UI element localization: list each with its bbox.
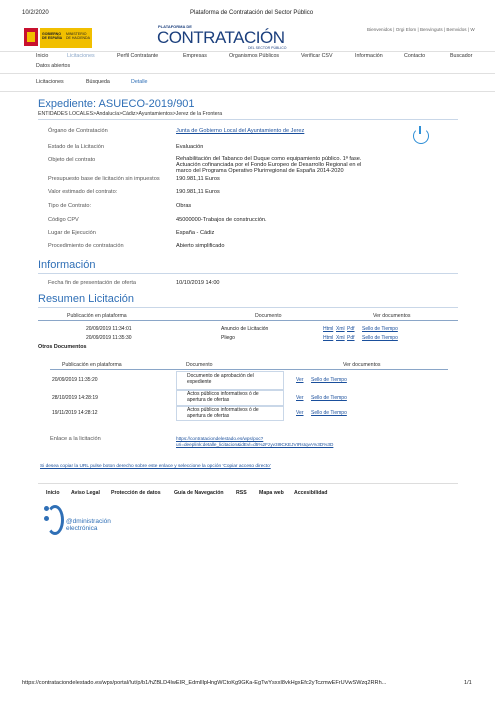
- nav-verificar-csv[interactable]: Verificar CSV: [301, 53, 333, 59]
- sello-tiempo-link[interactable]: Sello de Tiempo: [311, 377, 347, 383]
- footer-guia-navegacion[interactable]: Guía de Navegación: [174, 490, 224, 496]
- logo-sub: DEL SECTOR PÚBLICO: [248, 46, 287, 50]
- admin-electronica-logo-icon: [40, 503, 66, 537]
- nav-licitaciones[interactable]: Licitaciones: [67, 53, 95, 59]
- expediente-breadcrumb: ENTIDADES LOCALES>Andalucía>Cádiz>Ayuntamientos>Jerez de la Frontera: [38, 111, 223, 117]
- nav-informacion[interactable]: Información: [355, 53, 383, 59]
- xml-link[interactable]: Xml: [336, 326, 345, 332]
- language-links[interactable]: Bienvenidos | Orgi Elom | Benvinguts | Bemvidos | W: [367, 27, 475, 32]
- field-label-tipo: Tipo de Contrato:: [48, 203, 92, 209]
- otros-header-ver: Ver documentos: [343, 362, 381, 368]
- print-page-number: 1/1: [464, 680, 472, 686]
- nav-contacto[interactable]: Contacto: [404, 53, 426, 59]
- field-label-organo: Órgano de Contratación: [48, 128, 108, 134]
- copy-url-note[interactable]: Si desea copiar la URL pulse boton derecho sobre este enlace y seleccione la opción 'Copiar acceso directo': [40, 464, 271, 469]
- expediente-title: Expediente: ASUECO-2019/901: [38, 98, 195, 110]
- resumen-doc: Anuncio de Licitación: [221, 326, 269, 332]
- print-date: 10/2/2020: [22, 10, 49, 16]
- footer-proteccion-datos[interactable]: Protección de datos: [111, 490, 161, 496]
- nav-inicio[interactable]: Inicio: [36, 53, 49, 59]
- resumen-header-fecha: Publicación en plataforma: [67, 313, 127, 319]
- nav-perfil-contratante[interactable]: Perfil Contratante: [117, 53, 159, 59]
- resumen-title: Resumen Licitación: [38, 293, 134, 305]
- otros-doc-line2: apertura de ofertas: [187, 397, 230, 403]
- ver-link[interactable]: Ver: [296, 377, 304, 383]
- enlace-url[interactable]: [176, 436, 333, 448]
- sello-tiempo-link[interactable]: Sello de Tiempo: [362, 326, 398, 332]
- field-label-estado: Estado de la Licitación: [48, 144, 104, 150]
- resumen-doc: Pliego: [221, 335, 235, 341]
- fecha-fin-value: 10/10/2019 14:00: [176, 280, 220, 286]
- pdf-link[interactable]: Pdf: [347, 326, 355, 332]
- resumen-date: 20/09/2019 11:34:01: [86, 326, 132, 332]
- otros-doc: [187, 373, 254, 385]
- nav-empresas[interactable]: Empresas: [183, 53, 207, 59]
- objeto-line1: Rehabilitación del Tabanco del Duque como equipamiento público. 1ª fase.: [176, 156, 362, 162]
- power-icon[interactable]: [413, 128, 429, 144]
- otros-date: 28/10/2019 14:28:19: [52, 395, 98, 401]
- gov-banner: [40, 28, 92, 48]
- sello-tiempo-link[interactable]: Sello de Tiempo: [311, 410, 347, 416]
- otros-doc: [187, 391, 259, 403]
- field-value-objeto: [176, 156, 361, 175]
- field-value-procedimiento: Abierto simplificado: [176, 243, 225, 249]
- informacion-title: Información: [38, 259, 96, 271]
- resumen-header-ver: Ver documentos: [373, 313, 411, 319]
- resumen-header-documento: Documento: [255, 313, 282, 319]
- otros-doc-line2: apertura de ofertas: [187, 413, 230, 419]
- xml-link[interactable]: Xml: [336, 335, 345, 341]
- otros-title: Otros Documentos: [38, 344, 87, 350]
- subnav-detalle[interactable]: Detalle: [131, 79, 148, 85]
- nav-buscador[interactable]: Buscador: [450, 53, 473, 59]
- field-value-estado: Evaluación: [176, 144, 204, 150]
- footer-inicio[interactable]: Inicio: [46, 490, 60, 496]
- otros-header-documento: Documento: [186, 362, 213, 368]
- field-label-cpv: Código CPV: [48, 217, 79, 223]
- field-value-presupuesto: 190.981,11 Euros: [176, 176, 220, 182]
- field-label-lugar: Lugar de Ejecución: [48, 230, 96, 236]
- field-label-valor: Valor estimado del contrato:: [48, 189, 118, 195]
- objeto-line3: marco del Programa Operativo Plurirregional de España 2014-2020: [176, 168, 344, 175]
- otros-date: 20/09/2019 11:35:20: [52, 377, 98, 383]
- otros-doc: [187, 407, 259, 419]
- field-label-objeto: Objeto del contrato: [48, 157, 96, 163]
- logo-top: PLATAFORMA DE: [158, 24, 192, 29]
- logo-main[interactable]: CONTRATACIÓN: [157, 28, 285, 47]
- ministry-line1: MINISTERIO: [66, 32, 87, 36]
- subnav-licitaciones[interactable]: Licitaciones: [36, 79, 64, 85]
- ver-link[interactable]: Ver: [296, 395, 304, 401]
- coat-of-arms-icon: [24, 28, 38, 46]
- sello-tiempo-link[interactable]: Sello de Tiempo: [362, 335, 398, 341]
- admin-electronica-text: [66, 518, 111, 532]
- enlace-label: Enlace a la licitación: [50, 436, 101, 442]
- print-title: Plataforma de Contratación del Sector Público: [190, 10, 314, 16]
- enlace-url-line1[interactable]: https://contrataciondelestado.es/wps/poc?: [176, 436, 264, 441]
- footer-rss[interactable]: RSS: [236, 490, 247, 496]
- resumen-date: 20/09/2019 11:35:30: [86, 335, 132, 341]
- html-link[interactable]: Html: [323, 326, 334, 332]
- otros-header-fecha: Publicación en plataforma: [62, 362, 122, 368]
- gov-line2: DE ESPAÑA: [42, 36, 63, 40]
- print-url: https://contrataciondelestado.es/wps/portal/!ut/p/b1/hZBLD4IwEIR_EdmlIlpHngWCtoKg9GKa-EgTwYsxxI8vkHgxEfc2yTczmwEFrUVwSWzq2RRh...: [22, 680, 387, 686]
- footer-mapa-web[interactable]: Mapa web: [259, 490, 284, 496]
- otros-doc-line1: Documento de aprobación del: [187, 373, 254, 379]
- ministry-line2: DE HACIENDA: [66, 36, 90, 40]
- pdf-link[interactable]: Pdf: [347, 335, 355, 341]
- ver-link[interactable]: Ver: [296, 410, 304, 416]
- otros-date: 19/11/2019 14:28:12: [52, 410, 98, 416]
- nav-datos-abiertos[interactable]: Datos abiertos: [36, 63, 71, 69]
- gov-line1: GOBIERNO: [42, 32, 62, 36]
- field-value-valor: 190.981,11 Euros: [176, 189, 220, 195]
- field-label-procedimiento: Procedimiento de contratación: [48, 243, 124, 249]
- field-value-organo[interactable]: Junta de Gobierno Local del Ayuntamiento de Jerez: [176, 128, 305, 134]
- sello-tiempo-link[interactable]: Sello de Tiempo: [311, 395, 347, 401]
- subnav-busqueda[interactable]: Búsqueda: [86, 79, 110, 85]
- otros-doc-line1: Actos públicos informativos ó de: [187, 407, 259, 413]
- admin-line2: electrónica: [66, 525, 98, 532]
- field-value-lugar: España - Cádiz: [176, 230, 215, 236]
- footer-accesibilidad[interactable]: Accesibilidad: [294, 490, 328, 496]
- field-value-cpv: 45000000-Trabajos de construcción.: [176, 217, 267, 223]
- objeto-line2: Actuación cofinanciada por el Fondo Europeo de Desarrollo Regional en el: [176, 162, 362, 169]
- field-label-presupuesto: Presupuesto base de licitación sin impuestos: [48, 176, 160, 182]
- nav-organismos[interactable]: Organismos Públicos: [229, 53, 280, 59]
- otros-doc-line2: expediente: [187, 379, 212, 385]
- otros-doc-line1: Actos públicos informativos ó de: [187, 391, 259, 397]
- footer-aviso-legal[interactable]: Aviso Legal: [71, 490, 100, 496]
- enlace-url-line2[interactable]: uri=deeplink:detalle_licitacion&idEvl=d5%2Fzyv3I9CKEJVIRsIqvA%3D%3D: [176, 442, 334, 447]
- fecha-fin-label: Fecha fin de presentación de oferta: [48, 280, 137, 286]
- admin-line1: @dministración: [66, 518, 111, 525]
- field-value-tipo: Obras: [176, 203, 192, 209]
- html-link[interactable]: Html: [323, 335, 334, 341]
